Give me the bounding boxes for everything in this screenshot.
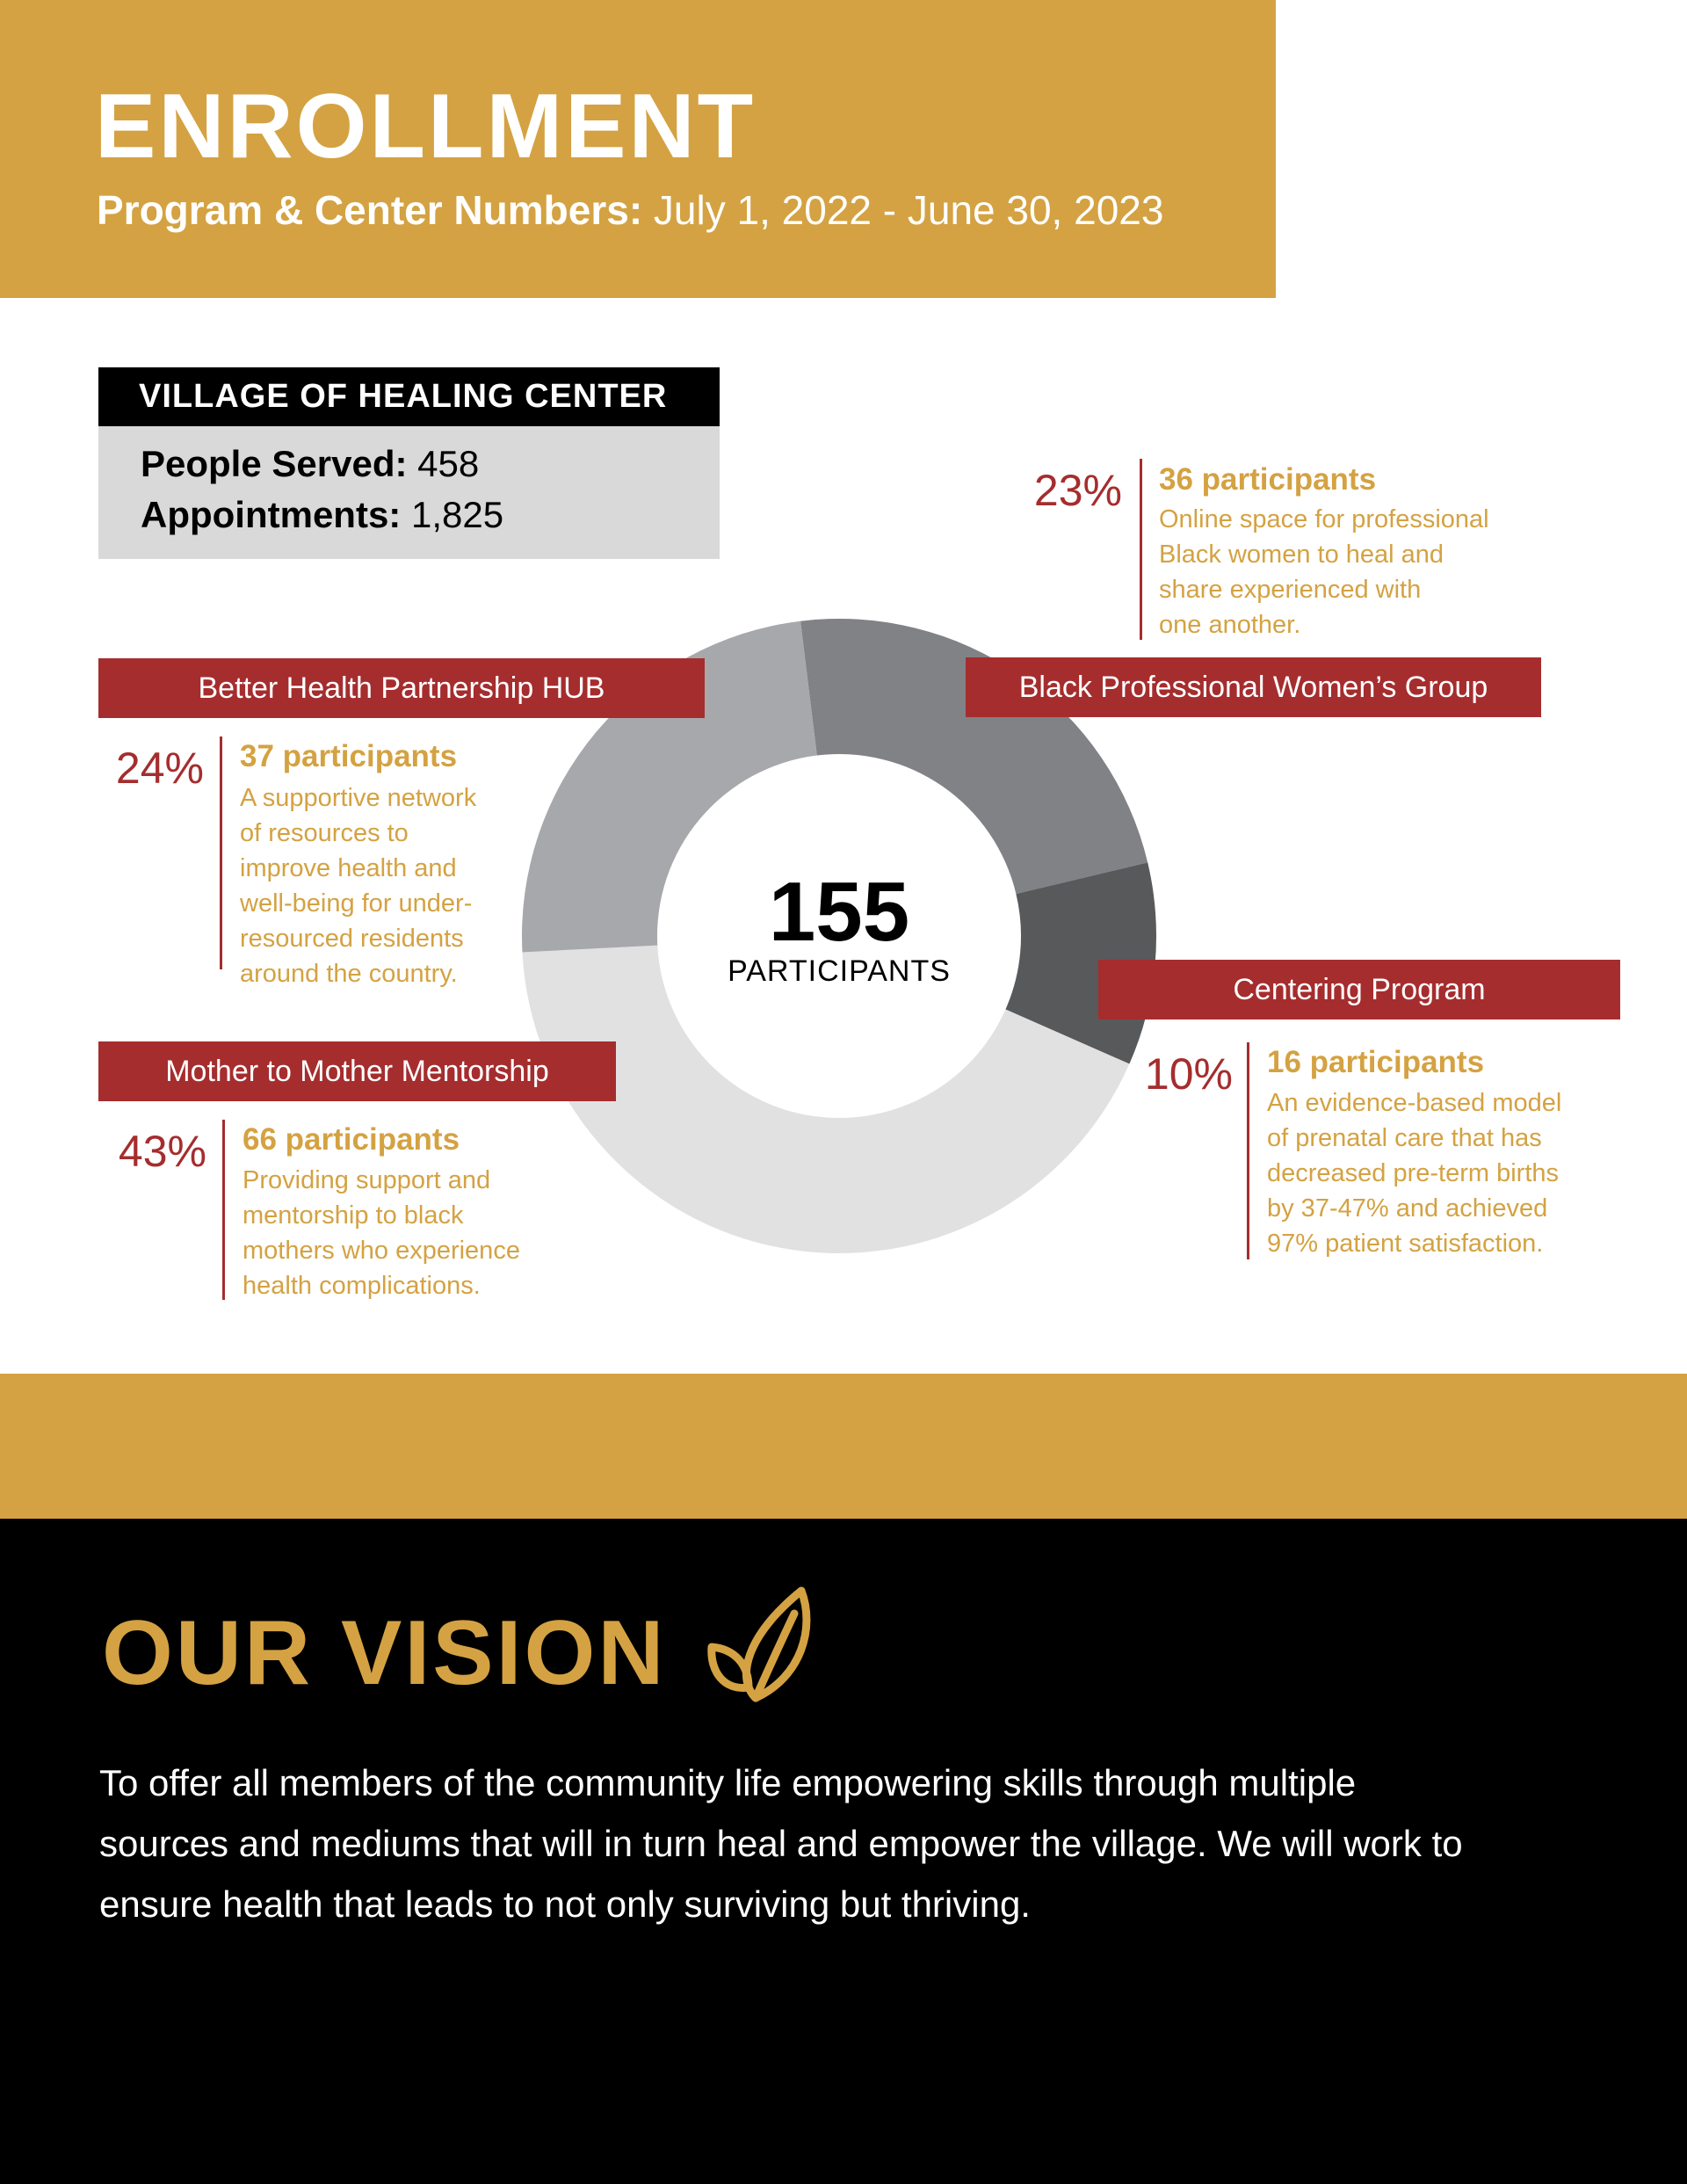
page-title: ENROLLMENT <box>95 76 757 178</box>
subtitle-label: Program & Center Numbers: <box>97 187 643 233</box>
label-centering-program: Centering Program <box>1098 960 1620 1019</box>
pct-centering-program: 10% <box>1144 1049 1233 1099</box>
divider-rule <box>1140 459 1142 640</box>
pct-mother-to-mother-mentorship: 43% <box>118 1127 206 1176</box>
count-centering-program: 16 participants <box>1267 1045 1485 1079</box>
desc-centering-program: An evidence-based model of prenatal care that has decreased pre-term births by 37-47% and achieved 97% patient satisfaction. <box>1267 1089 1562 1258</box>
desc-better-health-partnership-hub: A supportive network of resources to improve health and well-being for under- resourced residents around the country. <box>240 784 477 988</box>
label-better-health-partnership-hub: Better Health Partnership HUB <box>98 658 705 718</box>
leaf-icon <box>703 1582 826 1705</box>
count-mother-to-mother-mentorship: 66 participants <box>243 1122 460 1157</box>
divider-rule <box>1247 1042 1249 1259</box>
gold-divider-band <box>0 1374 1687 1519</box>
donut-total-label: PARTICIPANTS <box>728 954 951 988</box>
vision-text: To offer all members of the community life empowering skills through multiple sources and mediums that will in turn heal and empower the village. We will work to ensure health that leads to not only surviving but thriving. <box>99 1762 1463 1925</box>
people-served-value: 458 <box>417 443 480 484</box>
label-black-professional-womens-group: Black Professional Women’s Group <box>966 657 1541 717</box>
desc-mother-to-mother-mentorship: Providing support and mentorship to black mothers who experience health complications. <box>243 1166 520 1300</box>
pct-black-professional-womens-group: 23% <box>1033 466 1122 515</box>
vision-title: OUR VISION <box>102 1602 667 1704</box>
label-mother-to-mother-mentorship: Mother to Mother Mentorship <box>98 1041 616 1101</box>
people-served-label: People Served: <box>141 443 408 484</box>
appointments-label: Appointments: <box>141 494 402 535</box>
subtitle-dates: July 1, 2022 - June 30, 2023 <box>653 187 1164 233</box>
donut-total: 155 <box>768 865 910 959</box>
count-better-health-partnership-hub: 37 participants <box>240 739 458 773</box>
desc-black-professional-womens-group: Online space for professional Black women to heal and share experienced with one another. <box>1159 505 1489 639</box>
divider-rule <box>222 1120 225 1300</box>
pct-better-health-partnership-hub: 24% <box>115 744 204 793</box>
center-box-title: VILLAGE OF HEALING CENTER <box>98 367 720 426</box>
count-black-professional-womens-group: 36 participants <box>1159 462 1377 497</box>
divider-rule <box>220 736 222 969</box>
appointments-value: 1,825 <box>410 494 504 535</box>
